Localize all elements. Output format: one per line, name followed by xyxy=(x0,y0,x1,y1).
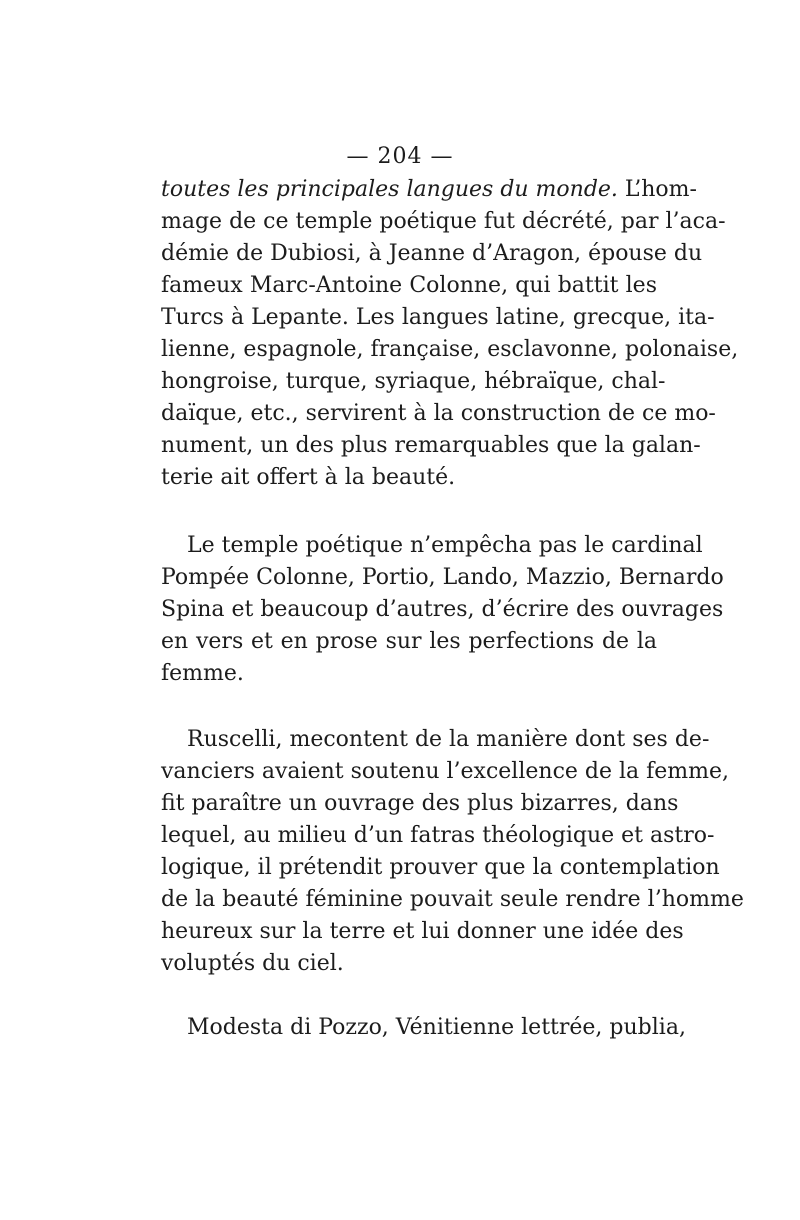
italic-phrase: toutes les principales langues du monde. xyxy=(161,177,618,202)
page-number: — 204 — xyxy=(346,144,454,169)
text-line: Modesta di Pozzo, Vénitienne lettrée, publia, xyxy=(187,1015,686,1040)
text-line: mage de ce temple poétique fut décrété, par l’aca- xyxy=(161,209,726,234)
text-line: daïque, etc., servirent à la construction de ce mo- xyxy=(161,401,716,426)
text-line: hongroise, turque, syriaque, hébraïque, chal- xyxy=(161,369,666,394)
text-line: vanciers avaient soutenu l’excellence de la femme, xyxy=(161,759,730,784)
text-line: fit paraître un ouvrage des plus bizarres, dans xyxy=(161,791,679,816)
text-line: Spina et beaucoup d’autres, d’écrire des ouvrages xyxy=(161,597,724,622)
line-rest: L’hom- xyxy=(617,177,697,202)
paragraph-3 xyxy=(161,724,744,980)
text-line: en vers et en prose sur les perfections de la xyxy=(161,629,657,654)
text-line: fameux Marc-Antoine Colonne, qui battit les xyxy=(161,273,657,298)
text-line: voluptés du ciel. xyxy=(161,951,344,976)
text-line: démie de Dubiosi, à Jeanne d’Aragon, épouse du xyxy=(161,241,703,266)
text-line: Ruscelli, mecontent de la manière dont ses de- xyxy=(187,727,710,752)
paragraph-4 xyxy=(161,1012,686,1044)
text-line: lienne, espagnole, française, esclavonne, polonaise, xyxy=(161,337,739,362)
text-line: de la beauté féminine pouvait seule rendre l’homme xyxy=(161,887,744,912)
text-line: Pompée Colonne, Portio, Lando, Mazzio, Bernardo xyxy=(161,565,724,590)
text-line: Le temple poétique n’empêcha pas le cardinal xyxy=(187,533,703,558)
text-line: heureux sur la terre et lui donner une idée des xyxy=(161,919,684,944)
text-line: Turcs à Lepante. Les langues latine, grecque, ita- xyxy=(161,305,715,330)
paragraph-2 xyxy=(161,530,724,690)
paragraph-1 xyxy=(161,174,739,494)
text-line: femme. xyxy=(161,661,244,686)
text-line: lequel, au milieu d’un fatras théologique et astro- xyxy=(161,823,715,848)
text-line: terie ait offert à la beauté. xyxy=(161,465,456,490)
text-line xyxy=(161,174,697,206)
text-line: logique, il prétendit prouver que la contemplation xyxy=(161,855,720,880)
text-line: nument, un des plus remarquables que la galan- xyxy=(161,433,701,458)
